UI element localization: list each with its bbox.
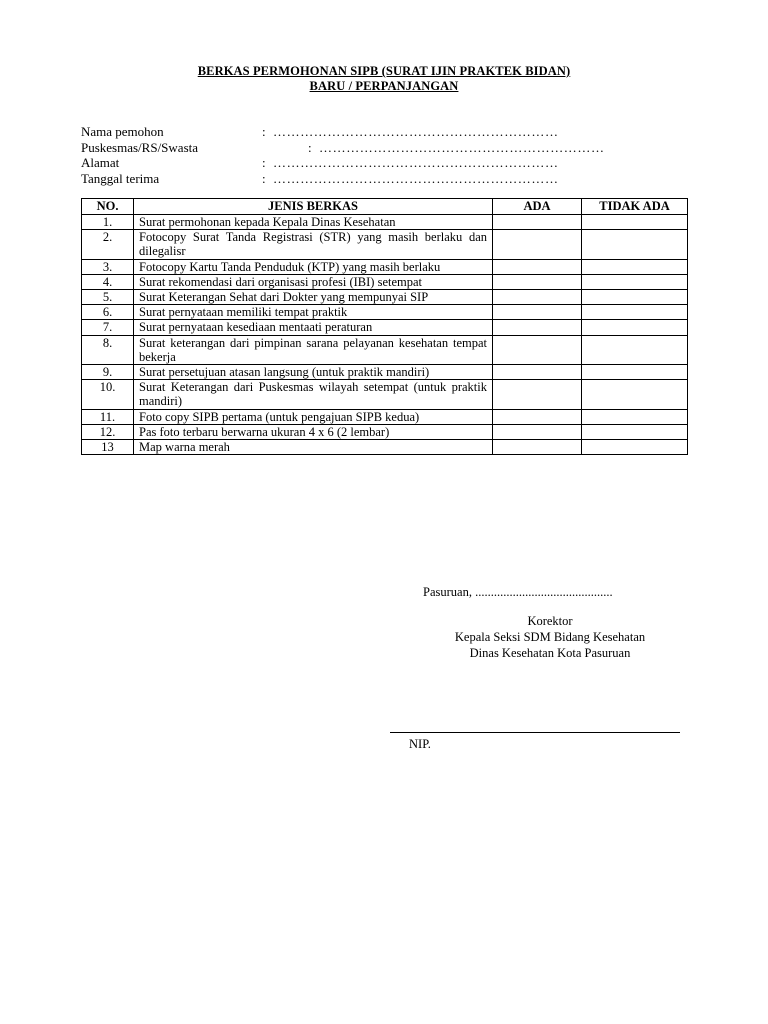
row-number: 6. (82, 305, 134, 320)
field-puskesmas (81, 140, 701, 156)
row-document-text: Surat Keterangan dari Puskesmas wilayah setempat (untuk praktik mandiri) (139, 380, 487, 409)
row-ada-cell[interactable] (493, 380, 582, 409)
row-document-text: Map warna merah (139, 440, 230, 455)
field-label: Nama pemohon (81, 124, 164, 139)
row-document-text: Surat pernyataan memiliki tempat praktik (139, 305, 348, 320)
row-number: 1. (82, 215, 134, 230)
row-tidak-ada-cell[interactable] (582, 365, 688, 380)
signature-office: Dinas Kesehatan Kota Pasuruan (469, 646, 631, 660)
table-row (82, 259, 688, 274)
row-ada-cell[interactable] (493, 305, 582, 320)
row-tidak-ada-cell[interactable] (582, 290, 688, 305)
signature-nip: NIP. (409, 737, 431, 751)
table-header-row (82, 199, 688, 215)
row-tidak-ada-cell[interactable] (582, 424, 688, 439)
field-dots: ……………………………………………………… (273, 124, 559, 139)
table-row (82, 305, 688, 320)
row-number: 9. (82, 365, 134, 380)
row-ada-cell[interactable] (493, 230, 582, 259)
row-ada-cell[interactable] (493, 440, 582, 455)
row-ada-cell[interactable] (493, 259, 582, 274)
row-document-text: Surat persetujuan atasan langsung (untuk praktik mandiri) (139, 365, 430, 380)
field-tanggal-terima (81, 171, 701, 187)
row-document-item (134, 305, 493, 320)
header-jenis-berkas: JENIS BERKAS (134, 199, 493, 215)
row-document-text: Fotocopy Kartu Tanda Penduduk (KTP) yang masih berlaku (139, 259, 441, 274)
row-tidak-ada-cell[interactable] (582, 274, 688, 289)
field-label: Puskesmas/RS/Swasta (81, 139, 199, 155)
row-document-text: Surat rekomendasi dari organisasi profesi (IBI) setempat (139, 274, 423, 289)
table-row (82, 440, 688, 455)
row-ada-cell[interactable] (493, 290, 582, 305)
row-number: 12. (82, 424, 134, 439)
row-document-text: Fotocopy Surat Tanda Registrasi (STR) yang masih berlaku dan dilegalisr (139, 230, 487, 259)
signature-place-date: Pasuruan, ............................................ (423, 585, 613, 599)
row-number: 13 (82, 440, 134, 455)
field-nama-pemohon (81, 124, 701, 140)
table-row (82, 409, 688, 424)
field-colon: : (262, 155, 266, 170)
row-document-text: Surat pernyataan kesediaan mentaati peraturan (139, 320, 373, 335)
table-row (82, 365, 688, 380)
row-document-item (134, 290, 493, 305)
table-row (82, 424, 688, 439)
row-number: 10. (82, 380, 134, 409)
header-no: NO. (82, 199, 134, 215)
signature-role: Korektor (527, 614, 573, 628)
signature-line (390, 732, 680, 733)
row-document-text: Surat permohonan kepada Kepala Dinas Kesehatan (139, 215, 396, 229)
row-document-item (134, 365, 493, 380)
field-colon: : (262, 170, 266, 186)
row-number: 8. (82, 335, 134, 364)
row-tidak-ada-cell[interactable] (582, 230, 688, 259)
header-tidak-ada: TIDAK ADA (582, 199, 688, 215)
field-alamat (81, 155, 701, 171)
row-ada-cell[interactable] (493, 365, 582, 380)
row-tidak-ada-cell[interactable] (582, 335, 688, 364)
field-label: Tanggal terima (81, 170, 160, 186)
table-row (82, 320, 688, 335)
row-ada-cell[interactable] (493, 409, 582, 424)
row-number: 5. (82, 290, 134, 305)
row-document-text: Foto copy SIPB pertama (untuk pengajuan SIPB kedua) (139, 409, 420, 424)
row-tidak-ada-cell[interactable] (582, 440, 688, 455)
row-document-item (134, 274, 493, 289)
table-row (82, 215, 688, 230)
row-ada-cell[interactable] (493, 274, 582, 289)
document-title: BERKAS PERMOHONAN SIPB (SURAT IJIN PRAKTEK BIDAN) (197, 64, 571, 78)
row-tidak-ada-cell[interactable] (582, 380, 688, 409)
table-row (82, 274, 688, 289)
row-document-text: Surat Keterangan Sehat dari Dokter yang mempunyai SIP (139, 290, 429, 305)
row-number: 3. (82, 259, 134, 274)
row-number: 11. (82, 409, 134, 424)
row-document-item (134, 259, 493, 274)
row-document-item (134, 320, 493, 335)
row-document-item (134, 440, 493, 455)
row-ada-cell[interactable] (493, 320, 582, 335)
document-subtitle: BARU / PERPANJANGAN (309, 79, 459, 93)
berkas-checklist-table (81, 198, 688, 455)
row-document-item (134, 230, 493, 259)
row-document-item (134, 215, 493, 230)
row-number: 4. (82, 274, 134, 289)
row-document-item (134, 424, 493, 439)
row-number: 2. (82, 230, 134, 259)
row-tidak-ada-cell[interactable] (582, 215, 688, 230)
row-document-item (134, 335, 493, 364)
row-ada-cell[interactable] (493, 335, 582, 364)
field-colon: : (262, 124, 266, 139)
applicant-fields (81, 124, 701, 186)
row-number: 7. (82, 320, 134, 335)
header-ada: ADA (493, 199, 582, 215)
signature-position: Kepala Seksi SDM Bidang Kesehatan (454, 630, 646, 644)
table-row (82, 335, 688, 364)
field-dots: ……………………………………………………… (273, 155, 559, 170)
row-ada-cell[interactable] (493, 215, 582, 230)
row-document-item (134, 409, 493, 424)
row-tidak-ada-cell[interactable] (582, 259, 688, 274)
row-document-text: Pas foto terbaru berwarna ukuran 4 x 6 (2 lembar) (139, 424, 390, 439)
field-dots: ……………………………………………………… (319, 139, 605, 155)
table-row (82, 230, 688, 259)
table-row (82, 380, 688, 409)
row-tidak-ada-cell[interactable] (582, 305, 688, 320)
field-colon: : (308, 139, 312, 155)
row-tidak-ada-cell[interactable] (582, 320, 688, 335)
row-document-text: Surat keterangan dari pimpinan sarana pelayanan kesehatan tempat bekerja (139, 335, 487, 364)
row-document-item (134, 380, 493, 409)
field-dots: ……………………………………………………… (273, 170, 559, 186)
field-label: Alamat (81, 155, 120, 170)
table-row (82, 290, 688, 305)
row-ada-cell[interactable] (493, 424, 582, 439)
row-tidak-ada-cell[interactable] (582, 409, 688, 424)
